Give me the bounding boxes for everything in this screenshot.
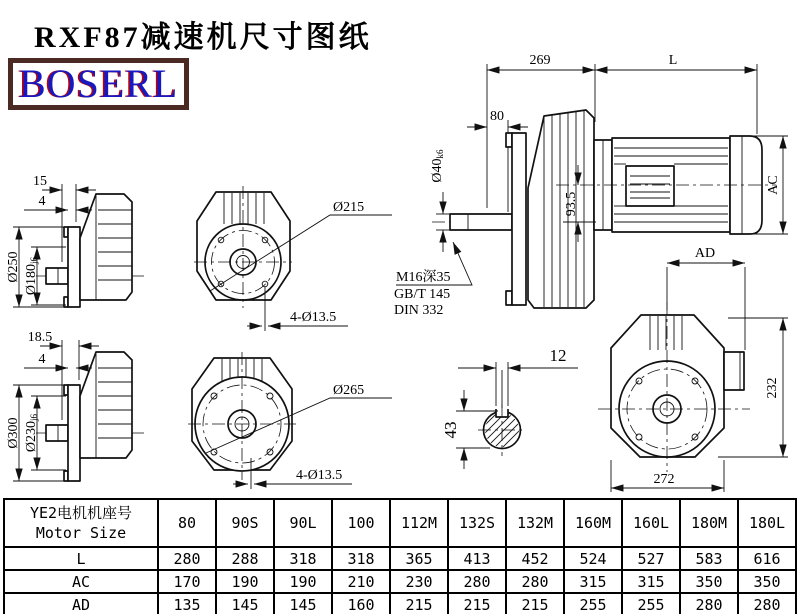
dim-4-upper <box>24 194 92 210</box>
svg-text:4: 4 <box>38 194 46 209</box>
view-top-left-side <box>6 174 144 307</box>
col-header: 80 <box>158 499 216 547</box>
table-cell: 145 <box>274 593 332 614</box>
svg-text:Ø230j6: Ø230j6 <box>24 413 39 453</box>
svg-text:4-Ø13.5: 4-Ø13.5 <box>296 468 343 483</box>
table-cell: 160 <box>332 593 390 614</box>
col-header: 180L <box>738 499 796 547</box>
table-row-AC <box>4 570 796 593</box>
header-label-en: Motor Size <box>35 524 127 542</box>
svg-text:12: 12 <box>549 346 567 365</box>
header-label-cn: YE2电机机座号 <box>29 504 133 522</box>
row-label: L <box>4 547 158 570</box>
table-cell: 135 <box>158 593 216 614</box>
table-cell: 280 <box>738 593 796 614</box>
col-header: 100 <box>332 499 390 547</box>
col-header: 160M <box>564 499 622 547</box>
svg-text:Ø250: Ø250 <box>6 251 21 283</box>
table-cell: 315 <box>622 570 680 593</box>
svg-text:272: 272 <box>653 472 675 487</box>
table-cell: 318 <box>274 547 332 570</box>
dim-12 <box>458 346 578 406</box>
col-header: 132S <box>448 499 506 547</box>
col-header: 90L <box>274 499 332 547</box>
table-header-row <box>4 499 796 547</box>
col-header: 132M <box>506 499 564 547</box>
svg-text:GB/T 145: GB/T 145 <box>394 287 451 302</box>
svg-text:Ø265: Ø265 <box>333 383 365 398</box>
svg-text:Ø180j6: Ø180j6 <box>24 256 39 296</box>
svg-text:Ø40k6: Ø40k6 <box>430 149 445 183</box>
svg-text:18.5: 18.5 <box>27 330 53 345</box>
svg-text:M16深35: M16深35 <box>396 270 451 285</box>
svg-text:80: 80 <box>490 109 504 124</box>
svg-text:Ø300: Ø300 <box>6 417 21 449</box>
svg-text:4: 4 <box>38 352 46 367</box>
dim-shaft-40k6 <box>430 149 452 252</box>
table-cell: 318 <box>332 547 390 570</box>
table-cell: 350 <box>738 570 796 593</box>
view-top-middle-front <box>194 186 392 331</box>
svg-text:Ø215: Ø215 <box>333 200 365 215</box>
dim-L <box>595 53 757 70</box>
svg-text:AD: AD <box>694 246 716 261</box>
table-cell: 527 <box>622 547 680 570</box>
col-header: 90S <box>216 499 274 547</box>
table-cell: 170 <box>158 570 216 593</box>
table-cell: 280 <box>506 570 564 593</box>
svg-text:15: 15 <box>33 174 47 189</box>
svg-text:232: 232 <box>765 377 780 399</box>
table-cell: 280 <box>448 570 506 593</box>
view-bottom-right-front <box>598 246 788 492</box>
dim-holes-13-5-lower <box>233 458 352 489</box>
table-cell: 452 <box>506 547 564 570</box>
col-header: 112M <box>390 499 448 547</box>
dim-4-lower <box>24 352 92 368</box>
table-cell: 365 <box>390 547 448 570</box>
table-cell: 288 <box>216 547 274 570</box>
table-cell: 280 <box>158 547 216 570</box>
dim-269 <box>487 53 595 70</box>
table-cell: 524 <box>564 547 622 570</box>
dim-272 <box>611 460 724 492</box>
table-cell: 583 <box>680 547 738 570</box>
table-header-motor-size <box>4 499 158 547</box>
boserl-logo: BOSERL <box>8 58 189 110</box>
svg-text:4-Ø13.5: 4-Ø13.5 <box>290 310 337 325</box>
table-cell: 215 <box>506 593 564 614</box>
view-shaft-section <box>441 346 578 469</box>
table-cell: 190 <box>274 570 332 593</box>
table-cell: 215 <box>448 593 506 614</box>
svg-text:93.5: 93.5 <box>564 191 579 217</box>
table-cell: 255 <box>622 593 680 614</box>
svg-text:L: L <box>668 53 678 68</box>
svg-text:43: 43 <box>441 421 460 439</box>
motor-size-table <box>3 498 797 614</box>
page-title: RXF87减速机尺寸图纸 <box>34 21 372 54</box>
table-cell: 215 <box>390 593 448 614</box>
table-cell: 255 <box>564 593 622 614</box>
table-cell: 616 <box>738 547 796 570</box>
row-label: AD <box>4 593 158 614</box>
svg-text:269: 269 <box>529 53 551 68</box>
table-cell: 413 <box>448 547 506 570</box>
view-top-right-side <box>394 53 788 318</box>
table-cell: 210 <box>332 570 390 593</box>
table-cell: 145 <box>216 593 274 614</box>
table-cell: 280 <box>680 593 738 614</box>
table-row-L <box>4 547 796 570</box>
col-header: 160L <box>622 499 680 547</box>
table-cell: 230 <box>390 570 448 593</box>
col-header: 180M <box>680 499 738 547</box>
table-row-AD <box>4 593 796 614</box>
table-cell: 190 <box>216 570 274 593</box>
table-cell: 315 <box>564 570 622 593</box>
view-bottom-middle-front <box>188 352 392 489</box>
table-cell: 350 <box>680 570 738 593</box>
svg-text:AC: AC <box>766 175 781 195</box>
svg-text:DIN 332: DIN 332 <box>394 303 444 318</box>
note-tapped-hole <box>394 242 472 318</box>
row-label: AC <box>4 570 158 593</box>
view-bottom-left-side <box>6 330 144 481</box>
